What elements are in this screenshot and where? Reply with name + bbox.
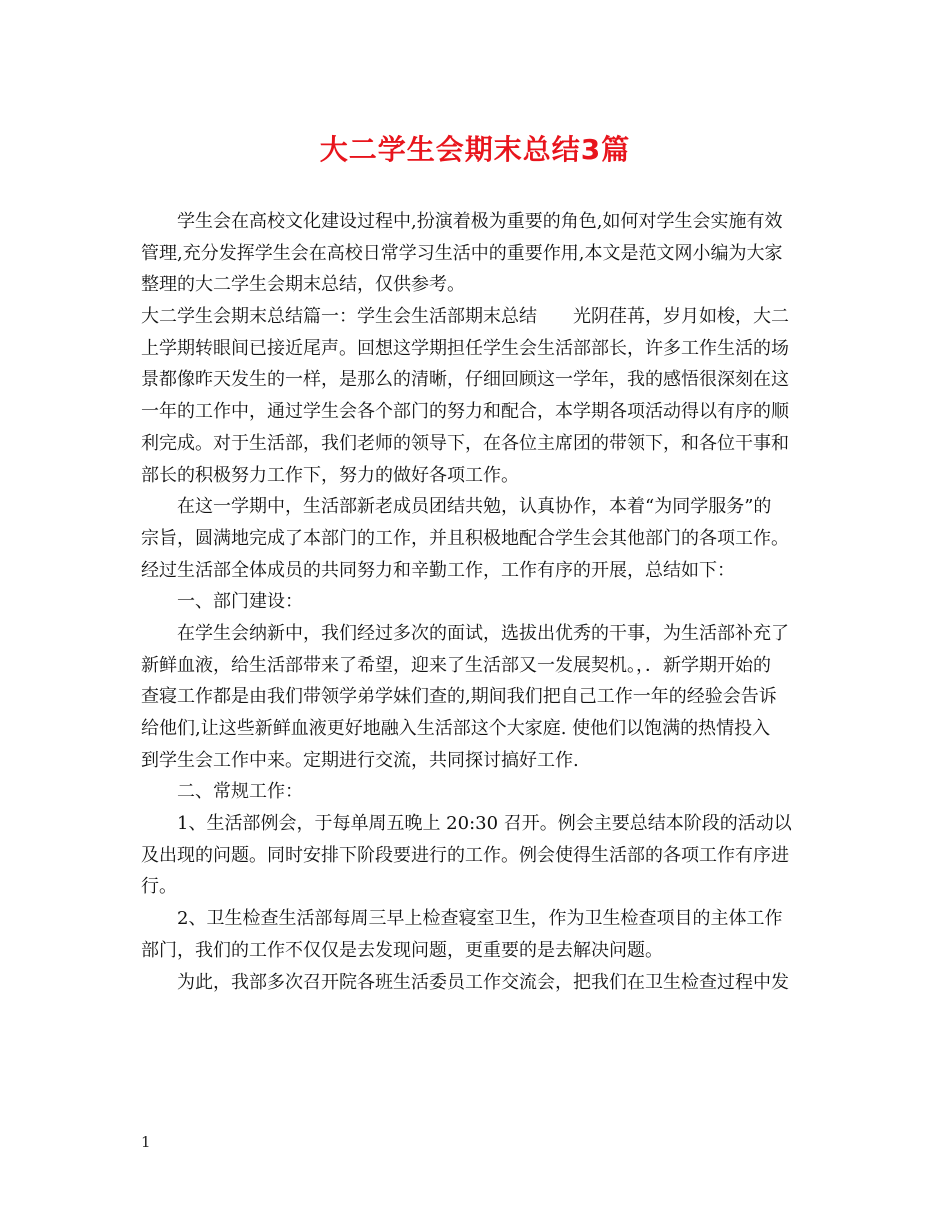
body-line: 经过生活部全体成员的共同努力和辛勤工作，工作有序的开展，总结如下： — [141, 559, 735, 581]
section-heading: 一、部门建设： — [177, 591, 303, 613]
body-line: 及出现的问题。同时安排下阶段要进行的工作。例会使得生活部的各项工作有序进 — [141, 844, 789, 866]
document-title: 大二学生会期末总结3篇 — [319, 133, 631, 166]
section-heading: 二、常规工作： — [177, 781, 303, 803]
body-line: 宗旨，圆满地完成了本部门的工作，并且积极地配合学生会其他部门的各项工作。 — [141, 527, 789, 549]
body-line: 整理的大二学生会期末总结，仅供参考。 — [141, 274, 465, 296]
body-line: 到学生会工作中来。定期进行交流，共同探讨搞好工作. — [141, 749, 579, 771]
body-line: 景都像昨天发生的一样，是那么的清晰，仔细回顾这一学年，我的感悟很深刻在这 — [141, 369, 789, 391]
body-line: 一年的工作中，通过学生会各个部门的努力和配合，本学期各项活动得以有序的顺 — [141, 401, 789, 423]
body-line: 上学期转眼间已接近尾声。回想这学期担任学生会生活部部长，许多工作生活的场 — [141, 337, 789, 359]
body-line: 2、卫生检查生活部每周三早上检查寝室卫生，作为卫生检查项目的主体工作 — [177, 908, 783, 930]
body-line: 大二学生会期末总结篇一：学生会生活部期末总结 光阴荏苒，岁月如梭，大二 — [141, 306, 789, 328]
body-line: 行。 — [141, 876, 177, 898]
body-line: 给他们,让这些新鲜血液更好地融入生活部这个大家庭. 使他们以饱满的热情投入 — [141, 718, 771, 739]
body-line: 部长的积极努力工作下，努力的做好各项工作。 — [141, 464, 519, 486]
body-line: 管理,充分发挥学生会在高校日常学习生活中的重要作用,本文是范文网小编为大家 — [141, 242, 783, 264]
body-line: 查寝工作都是由我们带领学弟学妹们查的,期间我们把自己工作一年的经验会告诉 — [141, 686, 777, 708]
body-line: 为此，我部多次召开院各班生活委员工作交流会，把我们在卫生检查过程中发 — [177, 971, 789, 993]
page-number: 1 — [141, 1133, 151, 1151]
body-line: 部门，我们的工作不仅仅是去发现问题，更重要的是去解决问题。 — [141, 939, 663, 961]
document-body — [141, 206, 816, 998]
body-line: 利完成。对于生活部，我们老师的领导下，在各位主席团的带领下，和各位干事和 — [141, 432, 789, 454]
body-line: 1、生活部例会，于每单周五晚上 20:30 召开。例会主要总结本阶段的活动以 — [177, 813, 792, 835]
body-line: 在这一学期中，生活部新老成员团结共勉，认真协作，本着“为同学服务”的 — [177, 496, 772, 518]
body-line: 学生会在高校文化建设过程中,扮演着极为重要的角色,如何对学生会实施有效 — [177, 211, 783, 232]
body-line: 新鲜血液，给生活部带来了希望，迎来了生活部又一发展契机。，．新学期开始的 — [141, 654, 771, 676]
body-line: 在学生会纳新中，我们经过多次的面试，选拔出优秀的干事，为生活部补充了 — [177, 622, 789, 644]
